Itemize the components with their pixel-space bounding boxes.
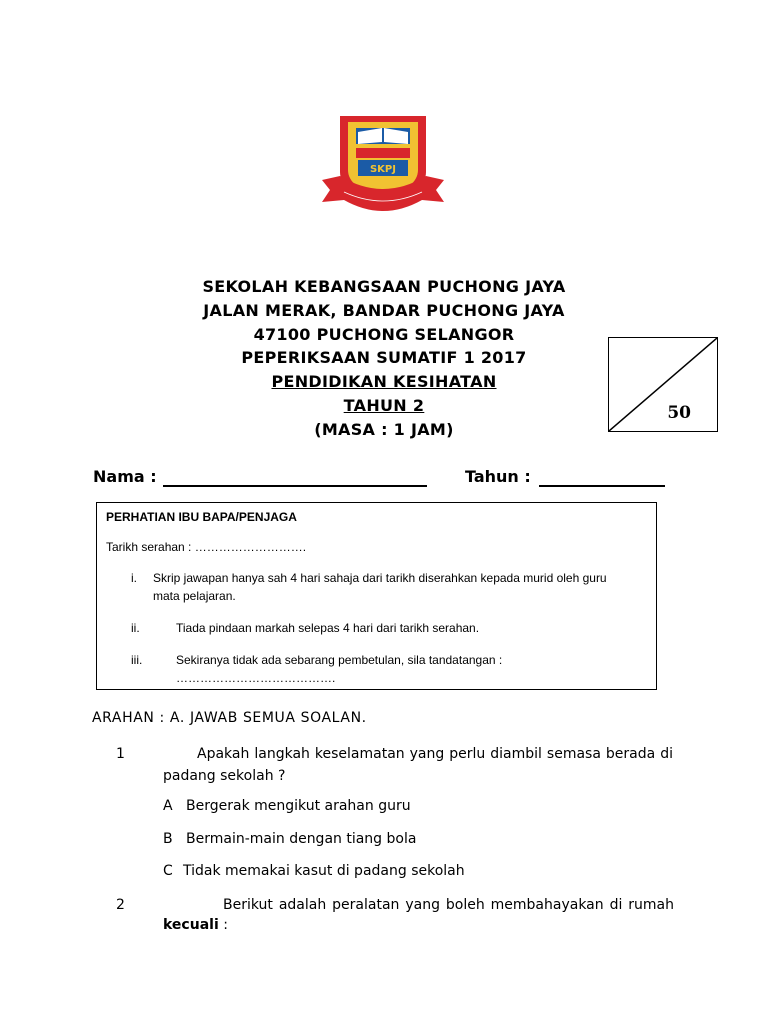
question-number: 1 xyxy=(116,746,125,762)
notice-item-num: ii. xyxy=(131,621,140,635)
school-crest-logo xyxy=(318,110,448,225)
crest-text: SKPJ xyxy=(369,164,397,175)
notice-item-num: iii. xyxy=(131,653,143,667)
question-text: Berikut adalah peralatan yang boleh membahayakan di rumah xyxy=(223,897,674,913)
question-text-tail: : xyxy=(218,917,228,933)
nama-input-line[interactable] xyxy=(163,485,427,487)
option-letter: B xyxy=(163,831,173,847)
notice-item-text: Tiada pindaan markah selepas 4 hari dari tarikh serahan. xyxy=(176,621,480,635)
parent-notice-box xyxy=(96,502,657,690)
option-letter: C xyxy=(163,863,173,879)
duration: (MASA : 1 JAM) xyxy=(314,420,454,439)
score-box xyxy=(608,337,718,432)
notice-item-text: mata pelajaran. xyxy=(153,589,236,603)
question-text-cont: padang sekolah ? xyxy=(163,768,286,784)
tahun-label: Tahun : xyxy=(465,467,531,486)
school-address-street: JALAN MERAK, BANDAR PUCHONG JAYA xyxy=(203,301,565,320)
notice-signature-line: …………………………………. xyxy=(176,671,336,685)
nama-label: Nama : xyxy=(93,467,157,486)
score-box-diagonal xyxy=(609,338,717,431)
notice-item-num: i. xyxy=(131,571,137,585)
option-text[interactable]: Tidak memakai kasut di padang sekolah xyxy=(183,863,465,879)
option-text[interactable]: Bergerak mengikut arahan guru xyxy=(186,798,411,814)
tahun-input-line[interactable] xyxy=(539,485,665,487)
score-total: 50 xyxy=(667,403,691,423)
subject-title-text: PENDIDIKAN KESIHATAN xyxy=(271,372,497,391)
exam-title: PEPERIKSAAN SUMATIF 1 2017 xyxy=(241,348,527,367)
notice-item-text: Sekiranya tidak ada sebarang pembetulan, sila tandatangan : xyxy=(176,653,503,667)
notice-date-line: Tarikh serahan : ………………………. xyxy=(106,540,307,554)
question-text-cont xyxy=(163,917,228,933)
option-letter: A xyxy=(163,798,173,814)
option-text[interactable]: Bermain-main dengan tiang bola xyxy=(186,831,417,847)
school-name: SEKOLAH KEBANGSAAN PUCHONG JAYA xyxy=(202,277,566,296)
notice-title: PERHATIAN IBU BAPA/PENJAGA xyxy=(106,510,297,524)
year-title-text: TAHUN 2 xyxy=(343,396,425,415)
notice-item-text: Skrip jawapan hanya sah 4 hari sahaja dari tarikh diserahkan kepada murid oleh guru xyxy=(153,571,607,585)
school-address-postcode: 47100 PUCHONG SELANGOR xyxy=(253,325,515,344)
question-emphasis: kecuali xyxy=(163,917,219,933)
question-number: 2 xyxy=(116,897,125,913)
instructions: ARAHAN : A. JAWAB SEMUA SOALAN. xyxy=(92,710,367,726)
question-text: Apakah langkah keselamatan yang perlu diambil semasa berada di xyxy=(197,746,673,762)
